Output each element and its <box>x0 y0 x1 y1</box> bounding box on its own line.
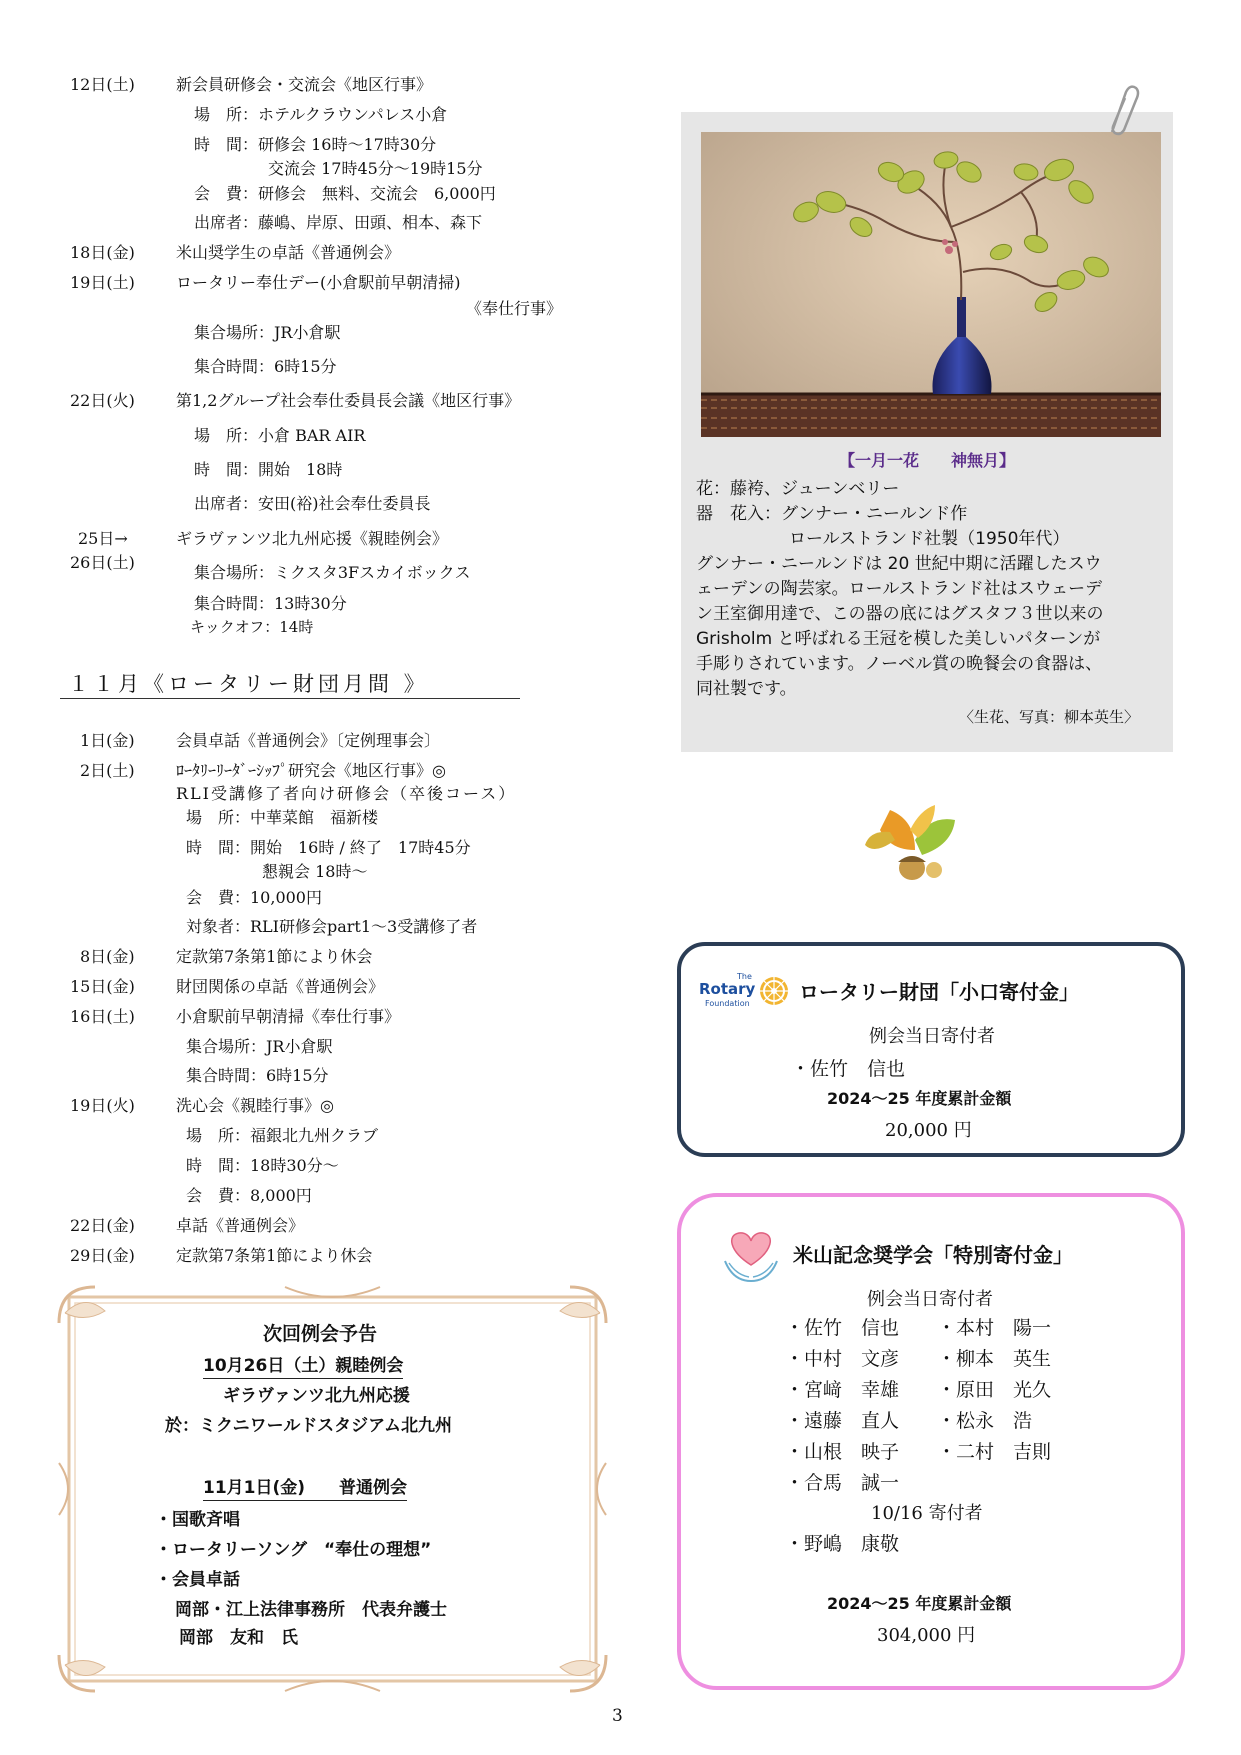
flower-paragraph-line: 手彫りされています。ノーベル賞の晩餐会の食器は、 <box>696 654 1103 674</box>
event-fee: 会 費：研修会 無料、交流会 6,000円 <box>194 184 496 203</box>
event-time: 集合時間：6時15分 <box>194 357 337 376</box>
donor-name: ・二村 吉則 <box>937 1441 1052 1463</box>
flower-line: ロールストランド社製（1950年代） <box>789 529 1070 549</box>
date: 2日(土) <box>80 761 135 780</box>
event-place: 集合場所：JR小倉駅 <box>186 1037 333 1056</box>
event-title: 会員卓話《普通例会》〔定例理事会〕 <box>176 731 441 750</box>
flower-card-title: 【一月一花 神無月】 <box>838 451 1015 470</box>
event-time: 時 間：開始 16時 / 終了 17時45分 <box>186 838 471 857</box>
donor-name: ・中村 文彦 <box>785 1348 900 1370</box>
event-fee: 会 費：8,000円 <box>186 1186 312 1205</box>
event-venue: 場 所：福銀北九州クラブ <box>186 1126 379 1145</box>
event-time: 時 間：18時30分～ <box>186 1156 339 1175</box>
heart-hands-icon <box>719 1225 783 1289</box>
event-time: 集合時間：13時30分 <box>194 594 347 613</box>
logo-the: The <box>737 972 752 981</box>
event-title: 第1,2グループ社会奉仕委員長会議《地区行事》 <box>176 391 521 410</box>
date: 26日(土) <box>70 553 135 572</box>
date: 8日(金) <box>80 947 135 966</box>
date: 18日(金) <box>70 243 135 262</box>
flower-photo <box>701 132 1161 437</box>
yoneyama-box <box>677 1193 1185 1690</box>
event-title: 新会員研修会・交流会《地区行事》 <box>176 75 433 94</box>
donor-name: ・遠藤 直人 <box>785 1410 900 1432</box>
event-attendees: 出席者：安田(裕)社会奉仕委員長 <box>194 494 431 513</box>
donor-name: ・宮﨑 幸雄 <box>785 1379 900 1401</box>
event-venue: 場 所：中華菜館 福新楼 <box>186 808 379 827</box>
event-kickoff: キックオフ：14時 <box>190 618 314 636</box>
flower-paragraph-line: Grisholm と呼ばれる王冠を模した美しいパターンが <box>696 629 1101 649</box>
event-time: 時 間：研修会 16時～17時30分 <box>194 135 437 154</box>
yoneyama-total: 304,000 円 <box>877 1625 976 1646</box>
event-place: 集合場所：JR小倉駅 <box>194 323 341 342</box>
event-place: 集合場所：ミクスタ3Fスカイボックス <box>194 563 471 582</box>
date: 15日(金) <box>70 977 135 996</box>
event-title: 米山奨学生の卓話《普通例会》 <box>176 243 401 262</box>
notice-item: ・ロータリーソング “奉仕の理想” <box>155 1540 432 1560</box>
donor-name: ・佐竹 信也 <box>791 1058 906 1080</box>
notice-item: ・国歌斉唱 <box>155 1510 240 1530</box>
event-venue: 場 所：ホテルクラウンパレス小倉 <box>194 105 448 124</box>
yoneyama-total-label: 2024～25 年度累計金額 <box>827 1594 1012 1613</box>
event-title: 卓話《普通例会》 <box>176 1216 305 1235</box>
date: 19日(火) <box>70 1096 135 1115</box>
event-time-2: 交流会 17時45分～19時15分 <box>268 159 483 178</box>
donor-name: ・本村 陽一 <box>937 1317 1052 1339</box>
date: 1日(金) <box>80 731 135 750</box>
notice-item: ・会員卓話 <box>155 1570 240 1590</box>
event-title: 財団関係の卓話《普通例会》 <box>176 977 385 996</box>
donor-name: ・山根 映子 <box>785 1441 900 1463</box>
event-title: ロータリー奉仕デー(小倉駅前早朝清掃) <box>176 273 461 292</box>
event-time: 集合時間：6時15分 <box>186 1066 329 1085</box>
date: 22日(金) <box>70 1216 135 1235</box>
flower-line: 器 花入：グンナー・ニールンド作 <box>696 504 968 524</box>
donor-name: ・原田 光久 <box>937 1379 1052 1401</box>
logo-word: Rotary <box>699 980 756 998</box>
rotary-total-label: 2024～25 年度累計金額 <box>827 1089 1012 1108</box>
event-venue: 場 所：小倉 BAR AIR <box>194 426 366 445</box>
paperclip-icon <box>1100 82 1140 138</box>
event-target: 対象者：RLI研修会part1～3受講修了者 <box>186 917 478 936</box>
rotary-box-subtitle: 例会当日寄付者 <box>869 1026 995 1047</box>
date: 16日(土) <box>70 1007 135 1026</box>
yoneyama-box-subtitle: 例会当日寄付者 <box>867 1289 993 1310</box>
notice-venue: 於：ミクニワールドスタジアム北九州 <box>165 1416 452 1436</box>
date: 22日(火) <box>70 391 135 410</box>
notice-line: ギラヴァンツ北九州応援 <box>223 1386 410 1406</box>
event-fee: 会 費：10,000円 <box>186 888 322 907</box>
event-title: 小倉駅前早朝清掃《奉仕行事》 <box>176 1007 401 1026</box>
event-title: 洗心会《親睦行事》◎ <box>176 1096 334 1115</box>
notice-title: 次回例会予告 <box>263 1323 378 1345</box>
event-attendees: 出席者：藤嶋、岸原、田頭、相本、森下 <box>194 213 483 232</box>
rotary-wheel-icon <box>757 974 791 1008</box>
event-title: ﾛｰﾀﾘｰﾘｰﾀﾞｰｼｯﾌﾟ研究会《地区行事》◎ <box>176 761 446 780</box>
date: 19日(土) <box>70 273 135 292</box>
flower-card <box>681 112 1173 752</box>
autumn-leaves-icon <box>860 800 970 884</box>
donor-name: ・合馬 誠一 <box>785 1472 900 1494</box>
page-number: 3 <box>612 1706 623 1726</box>
yoneyama-subtitle-2: 10/16 寄付者 <box>871 1503 983 1524</box>
date: 12日(土) <box>70 75 135 94</box>
rotary-total: 20,000 円 <box>885 1120 972 1141</box>
event-title: 定款第7条第1節により休会 <box>176 947 373 966</box>
next-meeting-notice <box>55 1283 610 1695</box>
date: 29日(金) <box>70 1246 135 1265</box>
date: 25日→ <box>78 529 128 548</box>
yoneyama-box-title: 米山記念奨学会「特別寄付金」 <box>793 1243 1073 1267</box>
notice-date-2: 11月1日(金) 普通例会 <box>203 1473 407 1501</box>
notice-speaker-name: 岡部 友和 氏 <box>179 1628 298 1648</box>
rotary-foundation-logo <box>699 972 791 1012</box>
event-time: 時 間：開始 18時 <box>194 460 343 479</box>
donor-name: ・野嶋 康敬 <box>785 1533 900 1555</box>
donor-name: ・松永 浩 <box>937 1410 1033 1432</box>
donor-name: ・柳本 英生 <box>937 1348 1052 1370</box>
event-time-2: 懇親会 18時～ <box>262 862 368 881</box>
notice-date-1: 10月26日（土）親睦例会 <box>203 1351 403 1379</box>
event-title: 定款第7条第1節により休会 <box>176 1246 373 1265</box>
flower-paragraph-line: グンナー・ニールンドは 20 世紀中期に活躍したスウ <box>696 554 1102 574</box>
flower-paragraph-line: 同社製です。 <box>696 679 797 699</box>
november-heading-rule <box>60 668 520 699</box>
event-title-2: RLI受講修了者向け研修会（卒後コース） <box>176 784 517 803</box>
flower-line: 花：藤袴、ジューンベリー <box>696 479 900 499</box>
rotary-box-title: ロータリー財団「小口寄付金」 <box>799 980 1079 1004</box>
flower-paragraph-line: ェーデンの陶芸家。ロールストランド社はスウェーデ <box>696 579 1103 599</box>
flower-paragraph-line: ン王室御用達で、この器の底にはグスタフ３世以来の <box>696 604 1104 624</box>
flower-credit: 〈生花、写真：柳本英生〉 <box>959 708 1140 726</box>
november-heading: １１月《ロータリー財団月間 》 <box>68 672 429 696</box>
rotary-foundation-box <box>677 942 1185 1157</box>
event-tag: 《奉仕行事》 <box>466 299 563 318</box>
logo-foundation: Foundation <box>705 999 750 1008</box>
event-title: ギラヴァンツ北九州応援《親睦例会》 <box>176 529 448 548</box>
donor-name: ・佐竹 信也 <box>785 1317 900 1339</box>
notice-speaker-org: 岡部・江上法律事務所 代表弁護士 <box>175 1600 447 1620</box>
